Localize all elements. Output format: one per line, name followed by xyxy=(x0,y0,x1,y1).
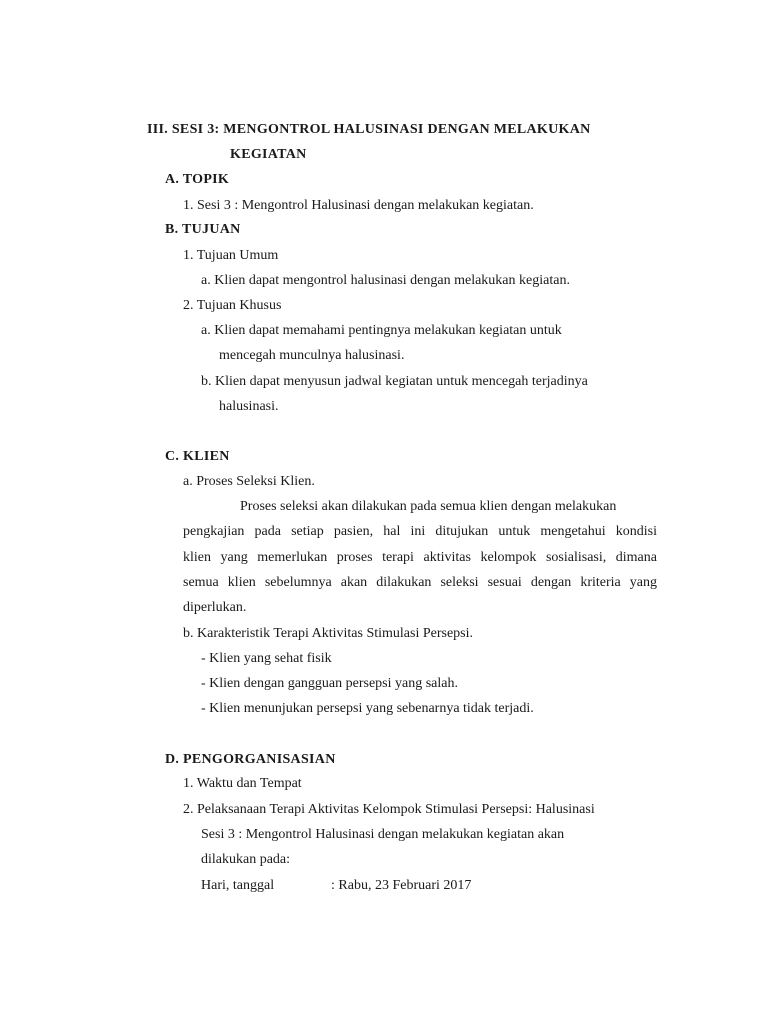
pengorganisasian-item-2-line1: 2. Pelaksanaan Terapi Aktivitas Kelompok Stimulasi Persepsi: Halusinasi xyxy=(183,802,595,817)
tujuan-khusus-b-line2: halusinasi. xyxy=(219,399,279,414)
heading-tujuan: B. TUJUAN xyxy=(165,222,241,237)
klien-bullet-2: - Klien dengan gangguan persepsi yang salah. xyxy=(201,676,458,691)
tujuan-khusus-a-line2: mencegah munculnya halusinasi. xyxy=(219,348,405,363)
tujuan-khusus-b-line1: b. Klien dapat menyusun jadwal kegiatan untuk mencegah terjadinya xyxy=(201,374,588,389)
klien-paragraph-line2: pengkajian pada setiap pasien, hal ini ditujukan untuk mengetahui kondisi xyxy=(183,524,657,539)
heading-pengorganisasian: D. PENGORGANISASIAN xyxy=(165,752,336,767)
klien-bullet-1: - Klien yang sehat fisik xyxy=(201,651,332,666)
tujuan-umum-a: a. Klien dapat mengontrol halusinasi dengan melakukan kegiatan. xyxy=(201,273,570,288)
heading-topik: A. TOPIK xyxy=(165,172,230,187)
day-value: : Rabu, 23 Februari 2017 xyxy=(331,878,472,893)
klien-paragraph-line1: Proses seleksi akan dilakukan pada semua klien dengan melakukan xyxy=(240,499,617,514)
pengorganisasian-item-2-line3: dilakukan pada: xyxy=(201,852,291,867)
klien-paragraph-line3: klien yang memerlukan proses terapi aktivitas kelompok sosialisasi, dimana xyxy=(183,550,657,565)
section-title: III. SESI 3: MENGONTROL HALUSINASI DENGAN MELAKUKAN xyxy=(147,122,591,137)
klien-item-a: a. Proses Seleksi Klien. xyxy=(183,474,315,489)
tujuan-umum: 1. Tujuan Umum xyxy=(183,248,279,263)
heading-klien: C. KLIEN xyxy=(165,449,230,464)
tujuan-khusus: 2. Tujuan Khusus xyxy=(183,298,282,313)
klien-paragraph-line4: semua klien sebelumnya akan dilakukan seleksi sesuai dengan kriteria yang xyxy=(183,575,657,590)
pengorganisasian-item-2-line2: Sesi 3 : Mengontrol Halusinasi dengan melakukan kegiatan akan xyxy=(201,827,565,842)
klien-bullet-3: - Klien menunjukan persepsi yang sebenarnya tidak terjadi. xyxy=(201,701,534,716)
section-title-continued: KEGIATAN xyxy=(230,147,307,162)
topik-item-1: 1. Sesi 3 : Mengontrol Halusinasi dengan melakukan kegiatan. xyxy=(183,198,534,213)
pengorganisasian-item-1: 1. Waktu dan Tempat xyxy=(183,776,302,791)
klien-paragraph-line5: diperlukan. xyxy=(183,600,247,615)
tujuan-khusus-a-line1: a. Klien dapat memahami pentingnya melakukan kegiatan untuk xyxy=(201,323,562,338)
day-label: Hari, tanggal xyxy=(201,878,275,893)
klien-item-b: b. Karakteristik Terapi Aktivitas Stimulasi Persepsi. xyxy=(183,626,474,641)
